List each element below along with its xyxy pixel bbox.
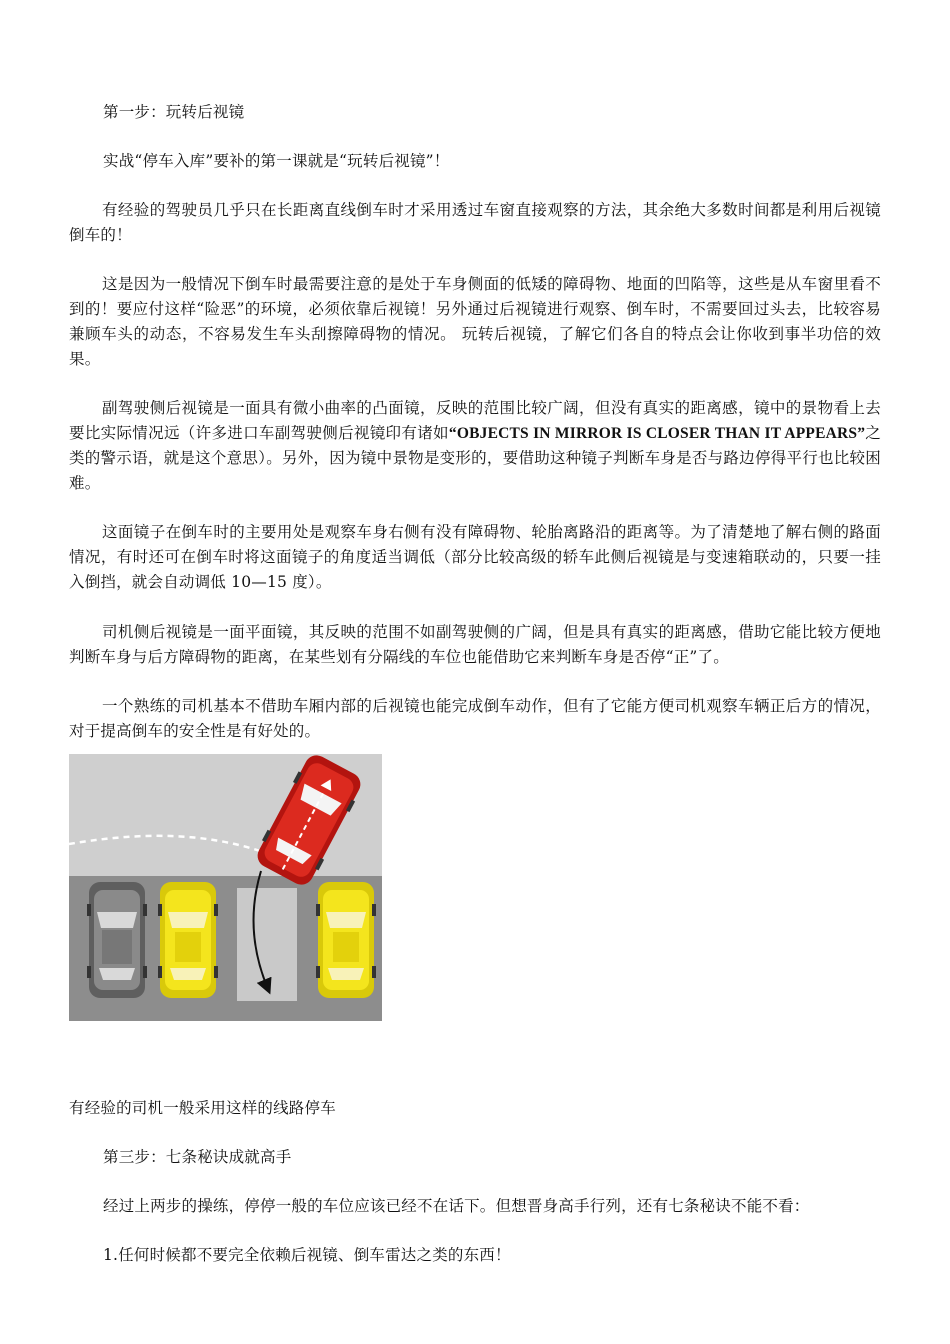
paragraph-3-text-b: 之类的警示语，就是这个意思）。另外，因为镜中景物是变形的，要借助这种镜子判断车身是否与路边停得平行也比较困难。 xyxy=(69,424,881,492)
intro-paragraph: 实战“停车入库”要补的第一课就是“玩转后视镜”！ xyxy=(103,152,450,170)
parking-diagram-illustration xyxy=(69,754,382,1021)
paragraph-1: 有经验的驾驶员几乎只在长距离直线倒车时才采用透过车窗直接观察的方法，其余绝大多数时间都是利用后视镜倒车的！ xyxy=(69,201,881,244)
tip-1: 1.任何时候都不要完全依赖后视镜、倒车雷达之类的东西！ xyxy=(103,1246,511,1264)
paragraph-2: 这是因为一般情况下倒车时最需要注意的是处于车身侧面的低矮的障碍物、地面的凹陷等，这些是从车窗里看不到的！要应付这样“险恶”的环境，必须依靠后视镜！另外通过后视镜进行观察、倒车时，不需要回过头去，比较容易兼顾车头的动态，不容易发生车头刮擦障碍物的情况。 玩转后视镜，了解它们各自的特点会让你收到事半功倍的效果。 xyxy=(69,275,881,368)
figure-caption: 有经验的司机一般采用这样的线路停车 xyxy=(69,1099,336,1117)
mirror-warning-text: “OBJECTS IN MIRROR IS CLOSER THAN IT APPEARS” xyxy=(448,425,866,442)
paragraph-3-text-a: 副驾驶侧后视镜是一面具有微小曲率的凸面镜，反映的范围比较广阔，但没有真实的距离感，镜中的景物看上去要比实际情况远（许多进口车副驾驶侧后视镜印有诸如 xyxy=(69,399,881,442)
paragraph-3 xyxy=(69,396,881,496)
paragraph-6: 一个熟练的司机基本不借助车厢内部的后视镜也能完成倒车动作，但有了它能方便司机观察车辆正后方的情况，对于提高倒车的安全性是有好处的。 xyxy=(69,697,881,740)
step3-heading: 第三步：七条秘诀成就高手 xyxy=(103,1148,292,1166)
gray-parked-car xyxy=(87,882,147,998)
paragraph-5: 司机侧后视镜是一面平面镜，其反映的范围不如副驾驶侧的广阔，但是具有真实的距离感，借助它能比较方便地判断车身与后方障碍物的距离，在某些划有分隔线的车位也能借助它来判断车身是否停“正”了。 xyxy=(69,623,881,666)
yellow-parked-car-right xyxy=(316,882,376,998)
paragraph-7: 经过上两步的操练，停停一般的车位应该已经不在话下。但想晋身高手行列，还有七条秘诀不能不看： xyxy=(103,1197,810,1215)
yellow-parked-car-left xyxy=(158,882,218,998)
step1-heading: 第一步：玩转后视镜 xyxy=(103,103,245,121)
paragraph-4: 这面镜子在倒车时的主要用处是观察车身右侧有没有障碍物、轮胎离路沿的距离等。为了清楚地了解右侧的路面情况，有时还可在倒车时将这面镜子的角度适当调低（部分比较高级的轿车此侧后视镜是与变速箱联动的，只要一挂入倒挡，就会自动调低 10—15 度）。 xyxy=(69,523,881,591)
